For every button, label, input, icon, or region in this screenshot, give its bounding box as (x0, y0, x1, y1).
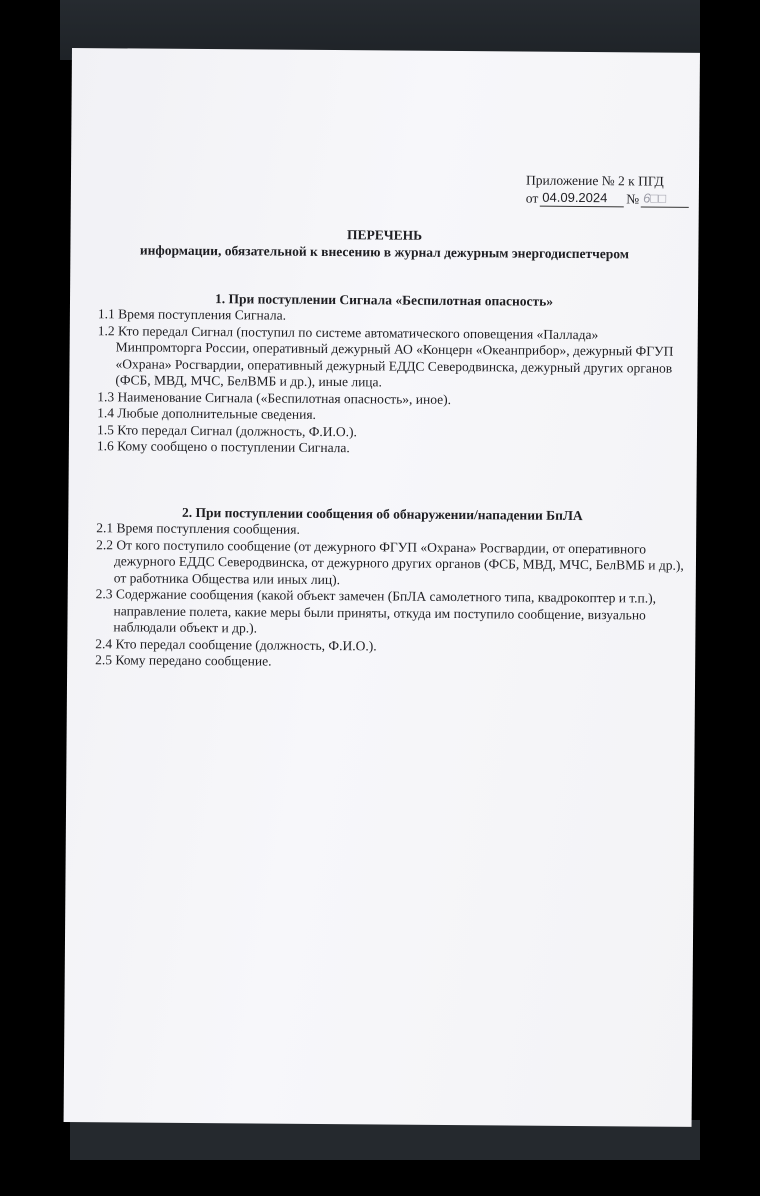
from-label: от (525, 190, 539, 206)
date-number-line (526, 189, 690, 208)
section-2-list (95, 520, 686, 673)
section-1-list (97, 306, 688, 459)
list-item: 1.1 Время поступления Сигнала. (97, 306, 287, 323)
document-page (64, 48, 700, 1127)
title-main: ПЕРЕЧЕНЬ (346, 227, 423, 243)
document-number: 6□□ (641, 189, 689, 207)
section-1-heading: 1. При поступлении Сигнала «Беспилотная опасность» (214, 291, 554, 309)
title-subtitle: информации, обязательной к внесению в журнал дежурным энергодиспетчером (139, 242, 630, 262)
list-item: 1.3 Наименование Сигнала («Беспилотная опасность», иное). (97, 388, 452, 407)
document-title (70, 224, 698, 263)
list-item: 2.5 Кому передано сообщение. (95, 652, 272, 669)
document-date: 04.09.2024 (540, 189, 624, 208)
list-item: 1.4 Любые дополнительные сведения. (97, 405, 317, 422)
document-header (526, 172, 690, 208)
section-2-heading: 2. При поступлении сообщения об обнаружении/нападении БпЛА (181, 504, 583, 524)
list-item: 2.4 Кто передал сообщение (должность, Ф.И.О.). (95, 635, 377, 653)
list-item: 2.2 От кого поступило сообщение (от дежурного ФГУП «Охрана» Росгвардии, от оперативного дежурного ЕДДС Северодвинска, от дежурного других органов (ФСБ, МВД, МЧС, БелВМБ и др.), от работника Общества или иных лиц). (96, 536, 684, 587)
list-item: 2.3 Содержание сообщения (какой объект замечен (БпЛА самолетного типа, квадрокоптер и т.п.), направление полета, какие меры были приняты, откуда им поступило сообщение, визуально наблюдали объект и др.). (95, 586, 657, 636)
number-label: № (626, 191, 640, 207)
list-item: 1.2 Кто передал Сигнал (поступил по системе автоматического оповещения «Паллада» Минпромторга России, оперативный дежурный АО «Концерн «Океанприбор», дежурный ФГУП «Охрана» Росгвардии, оперативный дежурный ЕДДС Северодвинска, дежурный других органов (ФСБ, МВД, МЧС, БелВМБ и др.), иные лица. (97, 322, 674, 390)
appendix-label: Приложение № 2 к ПГД (525, 172, 664, 189)
list-item: 2.1 Время поступления сообщения. (96, 520, 300, 537)
list-item: 1.5 Кто передал Сигнал (должность, Ф.И.О.). (96, 421, 358, 439)
list-item: 1.6 Кому сообщено о поступлении Сигнала. (96, 438, 350, 456)
